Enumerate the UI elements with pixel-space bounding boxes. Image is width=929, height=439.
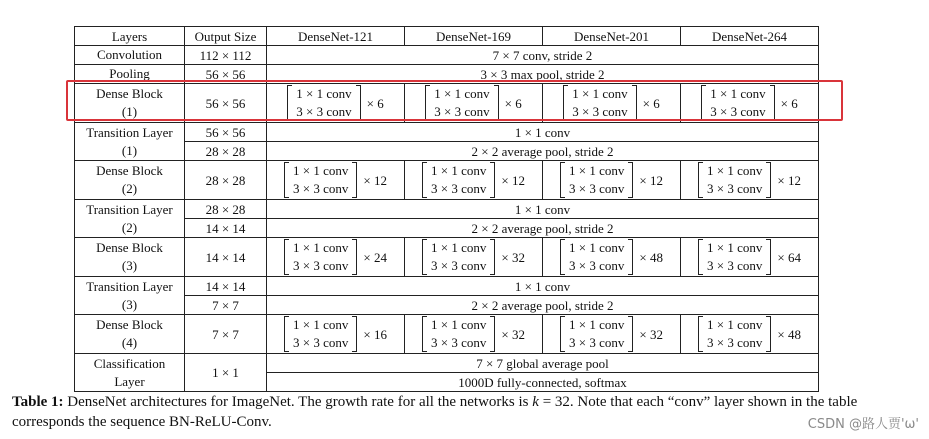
- dense-block-2-label-line1: Dense Block: [96, 163, 163, 178]
- transition-layer-3-label-line2: (3): [121, 296, 138, 312]
- dense-block-1-label: [75, 84, 185, 123]
- transition-layer-2-label-line1: Transition Layer: [86, 201, 173, 217]
- dense-block-4-row: [75, 315, 819, 354]
- repeat-multiplier: × 12: [639, 172, 663, 188]
- conv-1x1-op: 1 × 1 conv: [710, 86, 766, 101]
- conv-ops: [289, 239, 352, 275]
- conv-1x1-op: 1 × 1 conv: [431, 317, 487, 332]
- conv-3x3-op: 3 × 3 conv: [569, 181, 625, 196]
- csdn-watermark: CSDN @路人贾'ω': [807, 417, 919, 432]
- classification-layer-label-line1: Classification: [93, 355, 166, 371]
- classification-size: 1 × 1: [185, 354, 267, 392]
- dense-block-2-net-3: [681, 161, 819, 200]
- repeat-multiplier: × 12: [777, 172, 801, 188]
- transition-layer-2-label: [75, 200, 185, 238]
- header-densenet-201: DenseNet-201: [543, 27, 681, 46]
- conv-3x3-op: 3 × 3 conv: [293, 258, 349, 273]
- dense-block-bracket: [560, 239, 663, 275]
- conv-3x3-op: 3 × 3 conv: [293, 181, 349, 196]
- conv-3x3-op: 3 × 3 conv: [431, 181, 487, 196]
- right-bracket: [770, 85, 775, 121]
- conv-ops: [430, 85, 493, 121]
- dense-block-3-net-1: [405, 238, 543, 277]
- dense-block-bracket: [701, 85, 797, 121]
- conv-ops: [568, 85, 631, 121]
- conv-3x3-op: 3 × 3 conv: [434, 104, 490, 119]
- right-bracket: [766, 239, 771, 275]
- right-bracket: [628, 316, 633, 352]
- densenet-architecture-table: [74, 26, 819, 392]
- transition-layer-3-pool-row: [75, 296, 819, 315]
- transition-layer-2-conv-size: 28 × 28: [185, 200, 267, 219]
- transition-layer-2-label-line2: (2): [121, 219, 138, 235]
- dense-block-bracket: [698, 162, 801, 198]
- dense-block-2-row: [75, 161, 819, 200]
- dense-block-2-label-line2: (2): [121, 181, 138, 196]
- conv-ops: [703, 162, 766, 198]
- conv-ops: [427, 239, 490, 275]
- conv-1x1-op: 1 × 1 conv: [569, 163, 625, 178]
- header-layers: Layers: [75, 27, 185, 46]
- dense-block-bracket: [422, 239, 525, 275]
- conv-1x1-op: 1 × 1 conv: [296, 86, 352, 101]
- conv-ops: [703, 316, 766, 352]
- dense-block-3-net-0: [267, 238, 405, 277]
- conv-3x3-op: 3 × 3 conv: [707, 335, 763, 350]
- right-bracket: [766, 316, 771, 352]
- right-bracket: [494, 85, 499, 121]
- right-bracket: [352, 239, 357, 275]
- transition-layer-3-label-line1: Transition Layer: [86, 278, 173, 294]
- conv-ops: [565, 239, 628, 275]
- conv-3x3-op: 3 × 3 conv: [569, 335, 625, 350]
- transition-layer-1-conv-spec: 1 × 1 conv: [267, 123, 819, 142]
- conv-1x1-op: 1 × 1 conv: [293, 317, 349, 332]
- conv-1x1-op: 1 × 1 conv: [707, 163, 763, 178]
- repeat-multiplier: × 6: [504, 95, 522, 111]
- table-body: [75, 27, 819, 392]
- dense-block-4-label-line1: Dense Block: [96, 317, 163, 332]
- dense-block-3-net-2: [543, 238, 681, 277]
- right-bracket: [766, 162, 771, 198]
- conv-ops: [289, 316, 352, 352]
- conv-3x3-op: 3 × 3 conv: [431, 335, 487, 350]
- header-densenet-169: DenseNet-169: [405, 27, 543, 46]
- transition-layer-2-pool-spec: 2 × 2 average pool, stride 2: [267, 219, 819, 238]
- conv-ops: [427, 162, 490, 198]
- dense-block-3-label-line2: (3): [121, 258, 138, 273]
- dense-block-3-size: 14 × 14: [185, 238, 267, 277]
- conv-ops: [565, 162, 628, 198]
- transition-layer-1-conv-size: 56 × 56: [185, 123, 267, 142]
- caption-text-part2: = 32. Note that each “conv” layer shown in the table corresponds the sequence BN-ReLU-Conv.: [12, 394, 858, 430]
- repeat-multiplier: × 12: [501, 172, 525, 188]
- transition-layer-1-pool-row: [75, 142, 819, 161]
- pooling-layer-cell: Pooling: [75, 65, 185, 84]
- repeat-multiplier: × 32: [501, 326, 525, 342]
- repeat-multiplier: × 12: [363, 172, 387, 188]
- dense-block-4-size: 7 × 7: [185, 315, 267, 354]
- pooling-row: [75, 65, 819, 84]
- repeat-multiplier: × 16: [363, 326, 387, 342]
- right-bracket: [490, 316, 495, 352]
- transition-layer-1-label-line2: (1): [121, 142, 138, 158]
- dense-block-1-row: [75, 84, 819, 123]
- transition-layer-1-label-line1: Transition Layer: [86, 124, 173, 140]
- conv-3x3-op: 3 × 3 conv: [710, 104, 766, 119]
- pooling-size-cell: 56 × 56: [185, 65, 267, 84]
- conv-1x1-op: 1 × 1 conv: [434, 86, 490, 101]
- dense-block-2-net-1: [405, 161, 543, 200]
- caption-k-symbol: k: [532, 394, 539, 410]
- right-bracket: [490, 239, 495, 275]
- dense-block-bracket: [698, 239, 801, 275]
- dense-block-bracket: [698, 316, 801, 352]
- dense-block-1-label-line1: Dense Block: [96, 86, 163, 101]
- dense-block-4-label-line2: (4): [121, 335, 138, 350]
- right-bracket: [356, 85, 361, 121]
- dense-block-bracket: [425, 85, 521, 121]
- dense-block-bracket: [287, 85, 383, 121]
- right-bracket: [628, 162, 633, 198]
- conv-1x1-op: 1 × 1 conv: [572, 86, 628, 101]
- dense-block-bracket: [422, 162, 525, 198]
- dense-block-4-net-0: [267, 315, 405, 354]
- conv-3x3-op: 3 × 3 conv: [707, 258, 763, 273]
- classification-fc-spec: 1000D fully-connected, softmax: [267, 373, 819, 392]
- classification-layer-label-line2: Layer: [114, 373, 145, 389]
- transition-layer-3-conv-row: [75, 277, 819, 296]
- dense-block-3-label: [75, 238, 185, 277]
- conv-ops: [565, 316, 628, 352]
- conv-1x1-op: 1 × 1 conv: [431, 163, 487, 178]
- conv-1x1-op: 1 × 1 conv: [707, 240, 763, 255]
- transition-layer-3-pool-size: 7 × 7: [185, 296, 267, 315]
- transition-layer-3-conv-size: 14 × 14: [185, 277, 267, 296]
- conv-ops: [289, 162, 352, 198]
- conv-1x1-op: 1 × 1 conv: [569, 240, 625, 255]
- conv-ops: [427, 316, 490, 352]
- dense-block-bracket: [560, 162, 663, 198]
- dense-block-1-net-1: [405, 84, 543, 123]
- transition-layer-3-pool-spec: 2 × 2 average pool, stride 2: [267, 296, 819, 315]
- right-bracket: [352, 316, 357, 352]
- conv-1x1-op: 1 × 1 conv: [707, 317, 763, 332]
- dense-block-2-size: 28 × 28: [185, 161, 267, 200]
- dense-block-4-label: [75, 315, 185, 354]
- conv-1x1-op: 1 × 1 conv: [293, 163, 349, 178]
- transition-layer-1-conv-row: [75, 123, 819, 142]
- conv-ops: [706, 85, 769, 121]
- right-bracket: [632, 85, 637, 121]
- dense-block-1-net-0: [267, 84, 405, 123]
- transition-layer-2-pool-row: [75, 219, 819, 238]
- transition-layer-2-conv-row: [75, 200, 819, 219]
- dense-block-2-label: [75, 161, 185, 200]
- caption-label: Table 1:: [12, 394, 64, 410]
- repeat-multiplier: × 6: [642, 95, 660, 111]
- convolution-layer-cell: Convolution: [75, 46, 185, 65]
- repeat-multiplier: × 6: [366, 95, 384, 111]
- classification-layer-label: [75, 354, 185, 392]
- conv-3x3-op: 3 × 3 conv: [293, 335, 349, 350]
- dense-block-3-row: [75, 238, 819, 277]
- dense-block-bracket: [560, 316, 663, 352]
- conv-ops: [292, 85, 355, 121]
- dense-block-4-net-2: [543, 315, 681, 354]
- caption-text-part1: DenseNet architectures for ImageNet. The growth rate for all the networks is: [63, 394, 533, 410]
- classification-pool-row: [75, 354, 819, 373]
- dense-block-4-net-1: [405, 315, 543, 354]
- dense-block-2-net-2: [543, 161, 681, 200]
- transition-layer-1-pool-spec: 2 × 2 average pool, stride 2: [267, 142, 819, 161]
- dense-block-1-net-2: [543, 84, 681, 123]
- repeat-multiplier: × 48: [777, 326, 801, 342]
- dense-block-2-net-0: [267, 161, 405, 200]
- dense-block-bracket: [284, 162, 387, 198]
- conv-1x1-op: 1 × 1 conv: [431, 240, 487, 255]
- transition-layer-1-pool-size: 28 × 28: [185, 142, 267, 161]
- dense-block-bracket: [422, 316, 525, 352]
- right-bracket: [490, 162, 495, 198]
- repeat-multiplier: × 6: [780, 95, 798, 111]
- transition-layer-2-pool-size: 14 × 14: [185, 219, 267, 238]
- convolution-row: [75, 46, 819, 65]
- header-densenet-121: DenseNet-121: [267, 27, 405, 46]
- conv-3x3-op: 3 × 3 conv: [296, 104, 352, 119]
- repeat-multiplier: × 32: [639, 326, 663, 342]
- header-row: [75, 27, 819, 46]
- dense-block-3-net-3: [681, 238, 819, 277]
- conv-ops: [703, 239, 766, 275]
- transition-layer-2-conv-spec: 1 × 1 conv: [267, 200, 819, 219]
- transition-layer-3-label: [75, 277, 185, 315]
- conv-3x3-op: 3 × 3 conv: [569, 258, 625, 273]
- table-caption: [12, 392, 920, 432]
- right-bracket: [352, 162, 357, 198]
- conv-3x3-op: 3 × 3 conv: [431, 258, 487, 273]
- dense-block-1-net-3: [681, 84, 819, 123]
- dense-block-1-label-line2: (1): [121, 104, 138, 119]
- convolution-size-cell: 112 × 112: [185, 46, 267, 65]
- transition-layer-3-conv-spec: 1 × 1 conv: [267, 277, 819, 296]
- header-densenet-264: DenseNet-264: [681, 27, 819, 46]
- dense-block-bracket: [563, 85, 659, 121]
- repeat-multiplier: × 64: [777, 249, 801, 265]
- header-output-size: Output Size: [185, 27, 267, 46]
- conv-3x3-op: 3 × 3 conv: [707, 181, 763, 196]
- pooling-spec-cell: 3 × 3 max pool, stride 2: [267, 65, 819, 84]
- classification-pool-spec: 7 × 7 global average pool: [267, 354, 819, 373]
- repeat-multiplier: × 48: [639, 249, 663, 265]
- right-bracket: [628, 239, 633, 275]
- repeat-multiplier: × 24: [363, 249, 387, 265]
- conv-1x1-op: 1 × 1 conv: [293, 240, 349, 255]
- transition-layer-1-label: [75, 123, 185, 161]
- repeat-multiplier: × 32: [501, 249, 525, 265]
- dense-block-3-label-line1: Dense Block: [96, 240, 163, 255]
- dense-block-4-net-3: [681, 315, 819, 354]
- dense-block-1-size: 56 × 56: [185, 84, 267, 123]
- dense-block-bracket: [284, 239, 387, 275]
- conv-1x1-op: 1 × 1 conv: [569, 317, 625, 332]
- conv-3x3-op: 3 × 3 conv: [572, 104, 628, 119]
- convolution-spec-cell: 7 × 7 conv, stride 2: [267, 46, 819, 65]
- dense-block-bracket: [284, 316, 387, 352]
